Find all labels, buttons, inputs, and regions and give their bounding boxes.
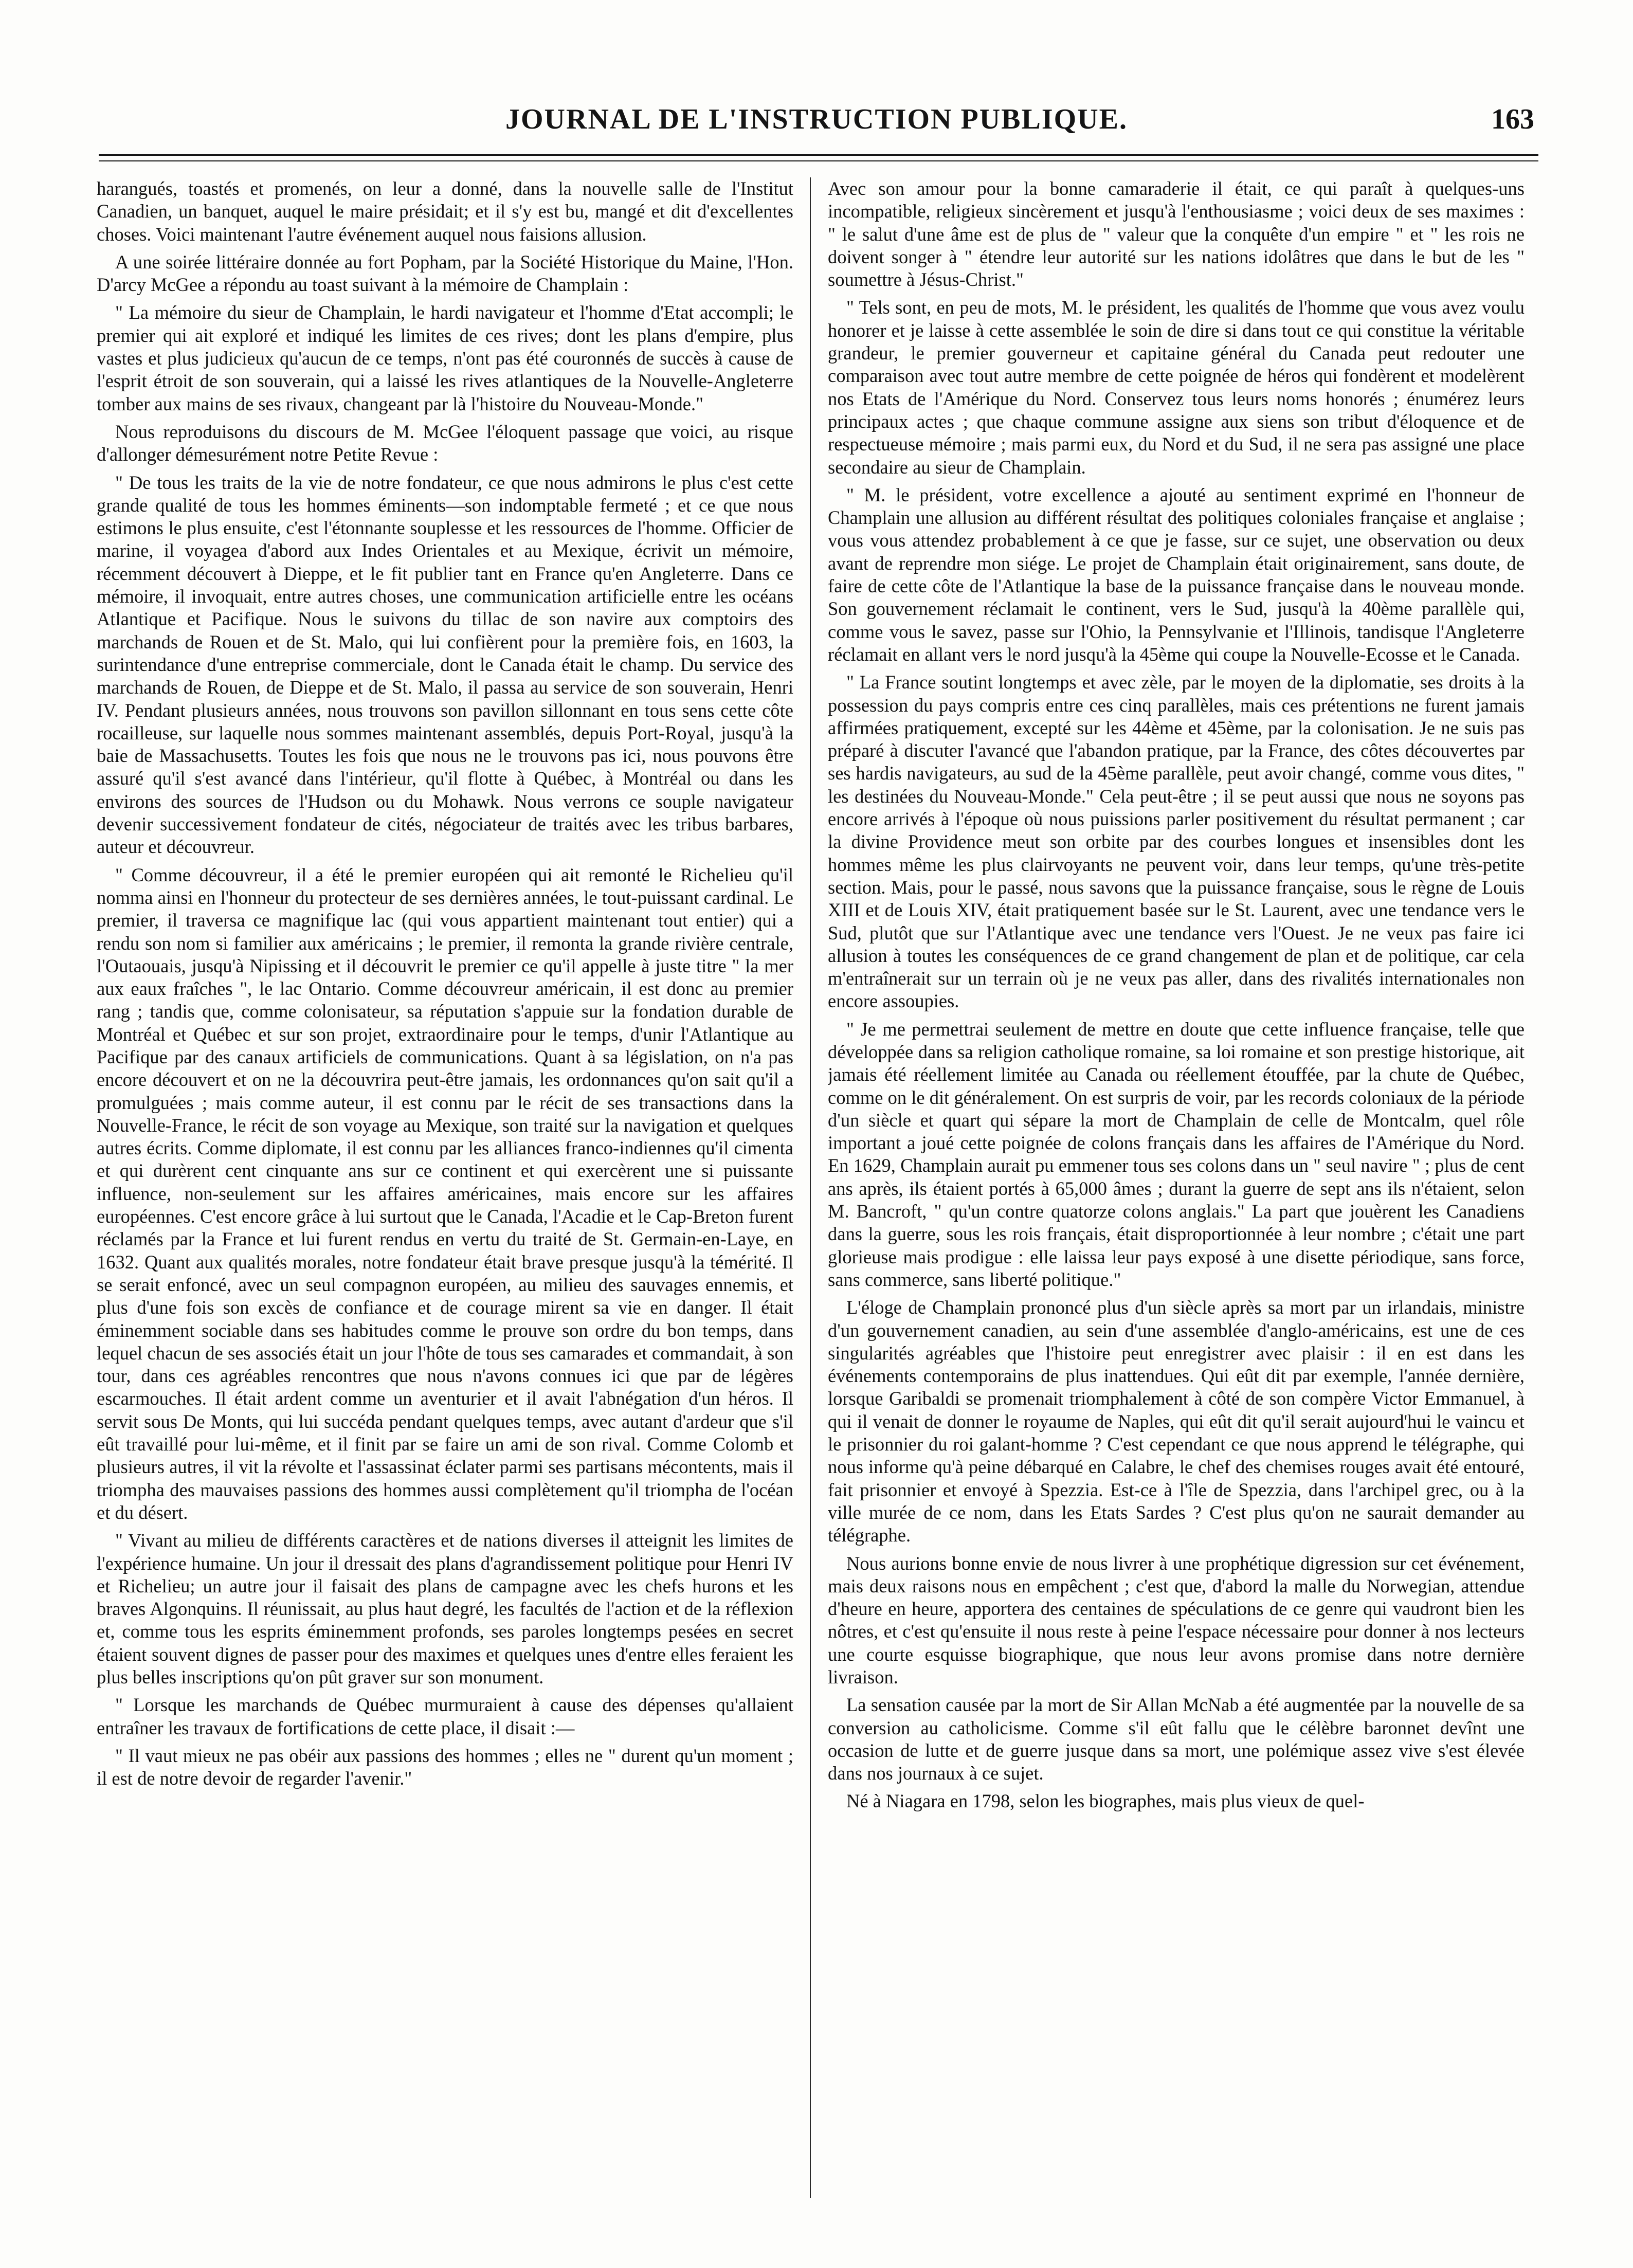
paragraph: Nous aurions bonne envie de nous livrer à une prophétique digression sur cet événement, mais deux raisons nous en empêchent ; c'est que, d'abord la malle du Norwegian, attendue d'heure en heure, apportera des centaines de spéculations de ce genre qui vaudront bien les nôtres, et c'est qu'ensuite il nous reste à peine l'espace nécessaire pour donner à nos lecteurs une courte esquisse biographique, que nous leur avons promise dans notre dernière livraison. (828, 1552, 1525, 1688)
paragraph: Né à Niagara en 1798, selon les biographes, mais plus vieux de quel- (846, 1790, 1365, 1812)
paragraph: " Tels sont, en peu de mots, M. le président, les qualités de l'homme que vous avez voulu honorer et je laisse à cette assemblée le soin de dire si dans tout ce qui constitue la véritable grandeur, le premier gouverneur et capitaine général du Canada peut redouter une comparaison avec tout autre membre de cette poignée de héros qui fondèrent et modelèrent nos Etats de l'Amérique du Nord. Conservez tous leurs noms honorés ; énumérez leurs principaux actes ; que chaque commune assigne aux siens son tribut d'éloquence et de respectueuse mémoire ; mais parmi eux, du Nord et du Sud, il ne sera pas assigné une place secondaire au sieur de Champlain. (828, 297, 1525, 478)
paragraph: " Il vaut mieux ne pas obéir aux passions des hommes ; elles ne " durent qu'un moment ; il est de notre devoir de regarder l'avenir." (97, 1745, 793, 1789)
column-divider (810, 177, 811, 2198)
paragraph: " Je me permettrai seulement de mettre en doute que cette influence française, telle que développée dans sa religion catholique romaine, sa loi romaine et son prestige historique, ait jamais été réellement limitée au Canada ou réellement étouffée, par la chute de Québec, comme on le dit généralement. On est surpris de voir, par les records coloniaux de la période d'un siècle et quart qui sépare la mort de Champlain de celle de Montcalm, quel rôle important a joué cette poignée de colons français dans les affaires de l'Amérique du Nord. En 1629, Champlain aurait pu emmener tous ses colons dans un " seul navire " ; plus de cent ans après, ils étaient portés à 65,000 âmes ; durant la guerre de sept ans ils n'étaient, selon M. Bancroft, " qu'un contre quatorze colons anglais." La part que jouèrent les Canadiens dans la guerre, sous les rois français, était disproportionnée à leur nombre ; c'était une part glorieuse mais prodigue : elle laissa leur pays exposé à une disette périodique, sans force, sans commerce, sans liberté politique." (828, 1018, 1525, 1290)
paragraph: " Vivant au milieu de différents caractères et de nations diverses il atteignit les limites de l'expérience humaine. Un jour il dressait des plans d'agrandissement politique pour Henri IV et Richelieu; un autre jour il faisait des plans de campagne avec les chefs hurons et les braves Algonquins. Il réunissait, au plus haut degré, les facultés de l'action et de la réflexion et, comme tous les esprits éminemment profonds, ses paroles longtemps pesées en secret étaient souvent dignes de passer pour des maximes et quelques unes d'entre elles feraient les plus belles inscriptions qu'on pût graver sur son monument. (97, 1530, 793, 1688)
running-title: JOURNAL DE L'INSTRUCTION PUBLIQUE. (505, 103, 1128, 135)
paragraph: harangués, toastés et promenés, on leur a donné, dans la nouvelle salle de l'Institut Canadien, un banquet, auquel le maire présidait; et il s'y est bu, mangé et dit d'excellentes choses. Voici maintenant l'autre événement auquel nous faisions allusion. (97, 178, 793, 245)
paragraph: Nous reproduisons du discours de M. McGee l'éloquent passage que voici, au risque d'allonger démesurément notre Petite Revue : (97, 421, 793, 465)
paragraph: " Comme découvreur, il a été le premier européen qui ait remonté le Richelieu qu'il nomma ainsi en l'honneur du protecteur de ses dernières années, le tout-puissant cardinal. Le premier, il traversa ce magnifique lac (qui vous appartient maintenant tout entier) qui a rendu son nom si familier aux américains ; le premier, il remonta la grande rivière centrale, l'Outaouais, jusqu'à Nipissing et il découvrit le premier ce qu'il appelle à juste titre " la mer aux eaux fraîches ", le lac Ontario. Comme découvreur américain, il est donc au premier rang ; tandis que, comme colonisateur, sa réputation s'appuie sur la fondation durable de Montréal et Québec et sur son projet, extraordinaire pour le temps, d'unir l'Atlantique au Pacifique par des canaux artificiels de communications. Quant à sa législation, on n'a pas encore découvert et on ne la découvrira peut-être jamais, les ordonnances qu'on sait qu'il a promulguées ; mais comme auteur, il est connu par le récit de ses transactions dans la Nouvelle-France, le récit de son voyage au Mexique, son traité sur la navigation et quelques autres écrits. Comme diplomate, il est connu par les alliances franco-indiennes qu'il cimenta et qui durèrent cent cinquante ans sur ce continent et qui exercèrent une si puissante influence, non-seulement sur les affaires américaines, mais encore sur les affaires européennes. C'est encore grâce à lui surtout que le Canada, l'Acadie et le Cap-Breton furent réclamés par la France et lui furent rendus en vertu du traité de St. Germain-en-Laye, en 1632. Quant aux qualités morales, notre fondateur était brave presque jusqu'à la témérité. Il se serait enfoncé, avec un seul compagnon européen, au milieu des sauvages ennemis, et plus d'une fois son excès de confiance et de courage mirent sa vie en danger. Il était éminemment sociable dans ses habitudes comme le prouve son ordre du bon temps, dans lequel chacun de ses associés était un jour l'hôte de tous ses camarades et commandait, à son tour, dans ces agréables rencontres que nous n'avons connues ici que par de légères escarmouches. Il était ardent comme un aventurier et il avait l'abnégation d'un héros. Il servit sous De Monts, qui lui succéda pendant quelques temps, avec autant d'ardeur que s'il eût travaillé pour lui-même, et il finit par se faire un ami de son rival. Comme Colomb et plusieurs autres, il vit la révolte et l'assassinat éclater parmi ses partisans mécontents, mais il triompha des mauvaises passions des hommes aussi complètement qu'il triompha de l'océan et du désert. (97, 864, 793, 1523)
paragraph: " Lorsque les marchands de Québec murmuraient à cause des dépenses qu'allaient entraîner les travaux de fortifications de cette place, il disait :— (97, 1694, 793, 1738)
right-column (828, 177, 1525, 2198)
paragraph: " La mémoire du sieur de Champlain, le hardi navigateur et l'homme d'Etat accompli; le premier qui ait exploré et indiqué les limites de ces rives; dont les plans d'empire, plus vastes et plus judicieux qu'aucun de ce temps, n'ont pas été couronnés de succès à cause de l'esprit étroit de son souverain, qui a laissé les rives atlantiques de la Nouvelle-Angleterre tomber aux mains de ses rivaux, changeant par là l'histoire du Nouveau-Monde." (97, 302, 793, 414)
paragraph: " La France soutint longtemps et avec zèle, par le moyen de la diplomatie, ses droits à la possession du pays compris entre ces cinq parallèles, mais ces prétentions ne furent jamais affirmées pratiquement, excepté sur les 44ème et 45ème, par la colonisation. Je ne suis pas préparé à discuter l'avancé que l'abandon pratique, par la France, des côtes découvertes par ses hardis navigateurs, au sud de la 45ème parallèle, peut avoir changé, comme vous dites, " les destinées du Nouveau-Monde." Cela peut-être ; il se peut aussi que nous ne soyons pas encore arrivés à l'époque où nous puissions parler positivement du résultat permanent ; car la divine Providence meut son orbite par des courbes longues et insensibles dont les hommes même les plus clairvoyants ne peuvent voir, dans leur temps, qu'une très-petite section. Mais, pour le passé, nous savons que la puissance française, sous le règne de Louis XIII et de Louis XIV, était pratiquement basée sur le St. Laurent, avec une tendance vers le Sud, plutôt que sur l'Atlantique avec une tendance vers l'Ouest. Je ne veux pas faire ici allusion à toutes les conséquences de ce grand changement de plan et de politique, car cela m'entraînerait sur un terrain où je ne veux pas aller, dans des rivalités internationales non encore assoupies. (828, 672, 1525, 1012)
paragraph: " De tous les traits de la vie de notre fondateur, ce que nous admirons le plus c'est cette grande qualité de tous les hommes éminents—son indomptable fermeté ; et ce que nous estimons le plus ensuite, c'est l'étonnante souplesse et les ressources de l'homme. Officier de marine, il voyagea d'abord aux Indes Orientales et au Mexique, écrivit un mémoire, récemment découvert à Dieppe, et le fit publier tant en France qu'en Angleterre. Dans ce mémoire, il invoquait, entre autres choses, une communication artificielle entre les océans Atlantique et Pacifique. Nous le suivons du tillac de son navire aux comptoirs des marchands de Rouen et de St. Malo, qui lui confièrent pour la première fois, en 1603, la surintendance d'une entreprise commerciale, dont le Canada était le champ. Du service des marchands de Rouen, de Dieppe et de St. Malo, il passa au service de son souverain, Henri IV. Pendant plusieurs années, nous trouvons son pavillon sillonnant en tous sens cette côte rocailleuse, sur laquelle nous sommes maintenant assemblés, depuis Port-Royal, jusqu'à la baie de Massachusetts. Toutes les fois que nous ne le trouvons pas ici, nous pouvons être assuré qu'il s'est avancé dans l'intérieur, qu'il flotte à Québec, à Montréal ou dans les environs des sources de l'Hudson ou du Mohawk. Nous verrons ce souple navigateur devenir successivement fondateur de cités, négociateur de traités avec les tribus barbares, auteur et découvreur. (97, 471, 793, 858)
paragraph: La sensation causée par la mort de Sir Allan McNab a été augmentée par la nouvelle de sa conversion au catholicisme. Comme s'il eût fallu que le célèbre baronnet devînt une occasion de lutte et de guerre jusque dans sa mort, une polémique assez vive s'est élevée dans nos journaux à ce sujet. (828, 1694, 1525, 1784)
paragraph: Avec son amour pour la bonne camaraderie il était, ce qui paraît à quelques-uns incompatible, religieux sincèrement et jusqu'à l'enthousiasme ; voici deux de ses maximes : " le salut d'une âme est de plus de " valeur que la conquête d'un empire " et " les rois ne doivent songer à " étendre leur autorité sur les nations idolâtres que dans le but de les " soumettre à Jésus-Christ." (828, 178, 1525, 291)
left-column (97, 177, 793, 2198)
page-number: 163 (1491, 103, 1534, 135)
header-rule-thin (99, 160, 1538, 161)
paragraph: L'éloge de Champlain prononcé plus d'un siècle après sa mort par un irlandais, ministre d'un gouvernement canadien, au sein d'une assemblée d'anglo-américains, est une de ces singularités agréables que l'histoire peut enregistrer avec plaisir : il en est dans les événements contemporains de plus inattendues. Qui eût dit par exemple, l'année dernière, lorsque Garibaldi se promenait triomphalement à côté de son compère Victor Emmanuel, à qui il venait de donner le royaume de Naples, qui eût dit qu'il serait aujourd'hui le vaincu et le prisonnier du roi galant-homme ? C'est cependant ce que nous apprend le télégraphe, qui nous informe qu'à peine débarqué en Calabre, le chef des chemises rouges avait été entouré, fait prisonnier et envoyé à Spezzia. Est-ce à l'île de Spezzia, dans l'archipel grec, ou à la ville murée de ce nom, dans les Etats Sardes ? C'est plus qu'on ne saurait demander au télégraphe. (828, 1297, 1525, 1546)
paragraph: A une soirée littéraire donnée au fort Popham, par la Société Historique du Maine, l'Hon. D'arcy McGee a répondu au toast suivant à la mémoire de Champlain : (97, 251, 793, 296)
header-rule-thick (99, 154, 1538, 156)
paragraph: " M. le président, votre excellence a ajouté au sentiment exprimé en l'honneur de Champlain une allusion au différent résultat des politiques coloniales française et anglaise ; vous vous attendez probablement à ce que je fasse, sur ce sujet, une observation ou deux avant de reprendre mon siége. Le projet de Champlain était originairement, sans doute, de faire de cette côte de l'Atlantique la base de la puissance française dans le nouveau monde. Son gouvernement réclamait le continent, vers le Sud, jusqu'à la 40ème parallèle qui, comme vous le savez, passe sur l'Ohio, la Pennsylvanie et l'Illinois, tandisque l'Angleterre réclamait en allant vers le nord jusqu'à la 45ème qui coupe la Nouvelle-Ecosse et le Canada. (828, 484, 1525, 665)
